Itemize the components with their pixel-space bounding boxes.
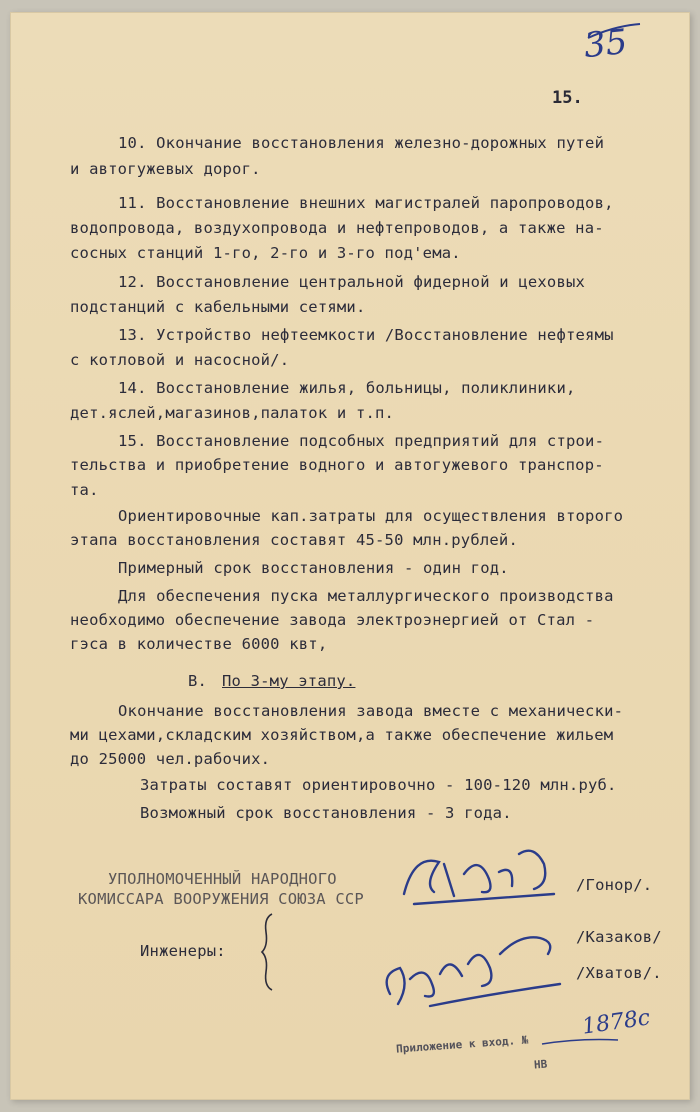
item-10-line2: и автогужевых дорог. bbox=[70, 160, 261, 178]
item-14-line1: 14. Восстановление жилья, больницы, поликлиники, bbox=[118, 379, 576, 397]
costs-line2: этапа восстановления составят 45-50 млн.рублей. bbox=[70, 531, 518, 549]
section-b-line3: до 25000 чел.рабочих. bbox=[70, 750, 271, 768]
section-b-costs: Затраты составят ориентировочно - 100-120 млн.руб. bbox=[140, 776, 617, 794]
folio-underline bbox=[584, 22, 644, 42]
item-11-line2: водопровода, воздухопровода и нефтепроводов, а также на- bbox=[70, 219, 604, 237]
power-line1: Для обеспечения пуска металлургического производства bbox=[118, 587, 614, 605]
item-15-line3: та. bbox=[70, 481, 99, 499]
incoming-stamp-text: Приложение к вход. № bbox=[395, 1033, 529, 1056]
item-12-line2: подстанций с кабельными сетями. bbox=[70, 298, 366, 316]
signature-engineers bbox=[370, 924, 570, 1014]
item-15-line2: тельства и приобретение водного и автогужевого транспор- bbox=[70, 456, 604, 474]
section-b-line1: Окончание восстановления завода вместе с механически- bbox=[118, 702, 624, 720]
document-page bbox=[10, 12, 690, 1100]
engineers-label: Инженеры: bbox=[140, 942, 226, 960]
section-b-letter: В. bbox=[188, 672, 208, 690]
item-15-line1: 15. Восстановление подсобных предприятий для строи- bbox=[118, 432, 605, 450]
item-12-line1: 12. Восстановление центральной фидерной и цеховых bbox=[118, 273, 586, 291]
folio-number: 35 bbox=[582, 21, 630, 67]
signature-gonor bbox=[394, 834, 564, 914]
section-b-title: По 3-му этапу. bbox=[222, 672, 356, 690]
item-11-line1: 11. Восстановление внешних магистралей паропроводов, bbox=[118, 194, 614, 212]
term-line: Примерный срок восстановления - один год. bbox=[118, 559, 509, 577]
costs-line1: Ориентировочные кап.затраты для осуществления второго bbox=[118, 507, 624, 525]
section-b-term: Возможный срок восстановления - 3 года. bbox=[140, 804, 512, 822]
item-13-line1: 13. Устройство нефтеемкости /Восстановление нефтеямы bbox=[118, 326, 614, 344]
engineers-brace bbox=[258, 912, 278, 992]
power-line3: гэса в количестве 6000 квт, bbox=[70, 635, 328, 653]
section-b-line2: ми цехами,складским хозяйством,а также обеспечение жильем bbox=[70, 726, 614, 744]
name-gonor: /Гонор/. bbox=[576, 876, 653, 894]
item-10-line1: 10. Окончание восстановления железно-дорожных путей bbox=[118, 134, 605, 152]
incoming-stamp-suffix: НВ bbox=[533, 1057, 548, 1072]
item-14-line2: дет.яслей,магазинов,палаток и т.п. bbox=[70, 404, 395, 422]
name-khvatov: /Хватов/. bbox=[576, 964, 662, 982]
handwritten-note: 1878с bbox=[580, 1005, 652, 1040]
power-line2: необходимо обеспечение завода электроэнергией от Стал - bbox=[70, 611, 595, 629]
name-kazakov: /Казаков/ bbox=[576, 928, 662, 946]
signatory-title-line1: УПОЛНОМОЧЕННЫЙ НАРОДНОГО bbox=[108, 870, 337, 888]
item-13-line2: с котловой и насосной/. bbox=[70, 351, 290, 369]
signatory-title-line2: КОМИССАРА ВООРУЖЕНИЯ СОЮЗА ССР bbox=[78, 890, 364, 908]
page-number: 15. bbox=[552, 88, 583, 108]
item-11-line3: сосных станций 1-го, 2-го и 3-го под'ема. bbox=[70, 244, 461, 262]
